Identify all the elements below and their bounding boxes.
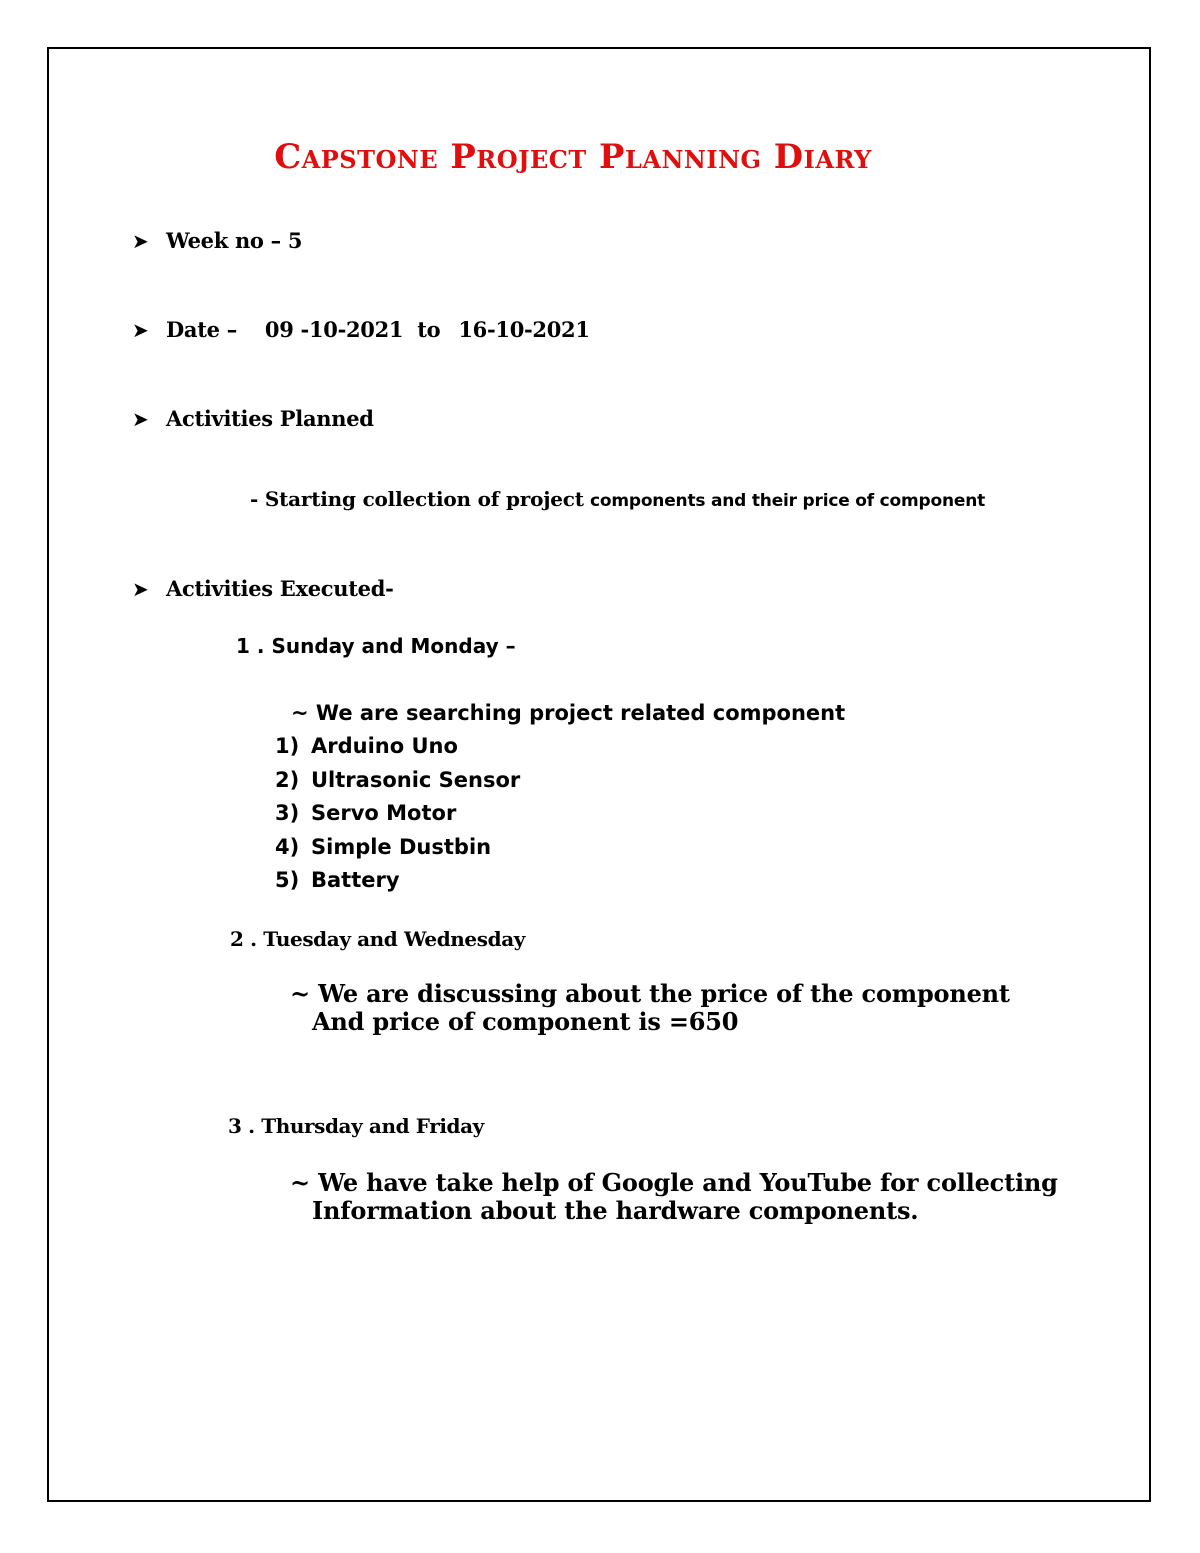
day2-heading: 2 . Tuesday and Wednesday <box>230 927 525 951</box>
planned-activity <box>250 487 985 511</box>
page-title: Capstone Project Planning Diary <box>274 136 872 176</box>
planned-activity-part1: - Starting collection of project <box>250 487 584 511</box>
list-item-label: Ultrasonic Sensor <box>311 768 521 792</box>
arrowhead-bullet-icon: ➤ <box>132 229 149 253</box>
list-item-label: Battery <box>311 868 400 892</box>
activities-executed-heading: Activities Executed- <box>166 576 394 601</box>
list-item-number: 2) <box>275 768 300 792</box>
list-item <box>275 868 400 892</box>
day3-note-line1: ~ We have take help of Google and YouTube for collecting <box>290 1168 1058 1197</box>
date-to-word: to <box>417 317 441 342</box>
bullet-date <box>132 317 590 342</box>
week-text: Week no – 5 <box>166 228 303 253</box>
list-item <box>275 734 458 758</box>
activities-planned-heading: Activities Planned <box>166 406 374 431</box>
list-item <box>275 801 456 825</box>
day3-heading: 3 . Thursday and Friday <box>228 1114 484 1138</box>
day2-note-line1: ~ We are discussing about the price of the component <box>290 979 1010 1008</box>
list-item-number: 3) <box>275 801 300 825</box>
arrowhead-bullet-icon: ➤ <box>132 318 149 342</box>
arrowhead-bullet-icon: ➤ <box>132 577 149 601</box>
list-item-number: 5) <box>275 868 300 892</box>
list-item-label: Arduino Uno <box>311 734 458 758</box>
list-item <box>275 768 520 792</box>
bullet-week <box>132 228 302 253</box>
day1-note: ~ We are searching project related component <box>291 701 846 725</box>
day3-note-line2: Information about the hardware components. <box>312 1196 919 1225</box>
list-item-number: 4) <box>275 835 300 859</box>
list-item-number: 1) <box>275 734 300 758</box>
date-label: Date – <box>166 317 237 342</box>
bullet-activities-planned <box>132 406 374 431</box>
planned-activity-part2: components and their price of component <box>589 491 986 511</box>
list-item-label: Servo Motor <box>311 801 457 825</box>
date-to: 16-10-2021 <box>458 317 590 342</box>
day1-heading: 1 . Sunday and Monday – <box>236 634 516 658</box>
list-item <box>275 835 491 859</box>
list-item-label: Simple Dustbin <box>311 835 492 859</box>
arrowhead-bullet-icon: ➤ <box>132 407 149 431</box>
day2-note-line2: And price of component is =650 <box>312 1007 739 1036</box>
date-from: 09 -10-2021 <box>264 317 404 342</box>
page-border <box>47 47 1151 1502</box>
bullet-activities-executed <box>132 576 394 601</box>
